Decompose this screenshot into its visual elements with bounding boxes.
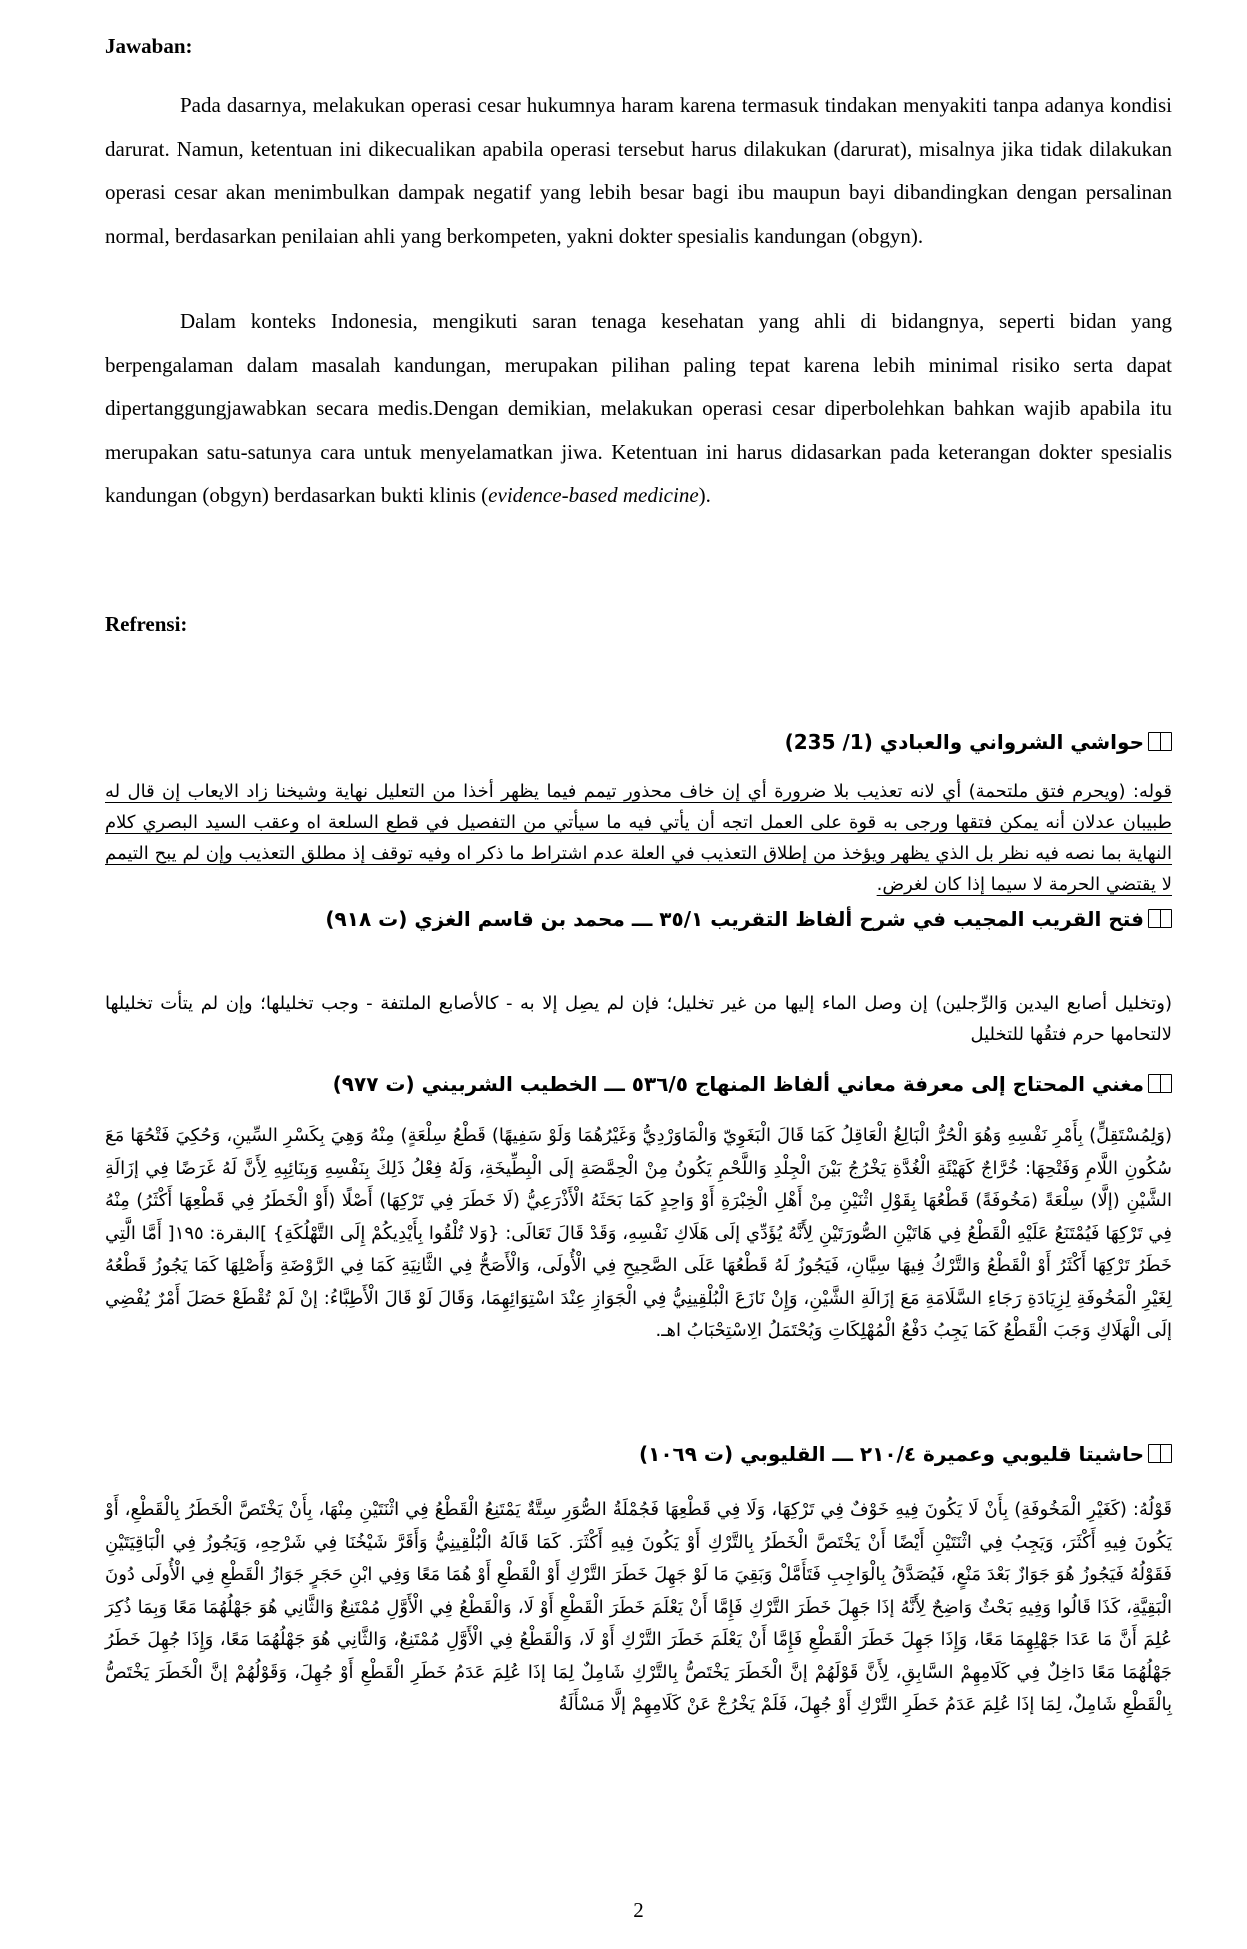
answer-heading: Jawaban: (105, 34, 193, 58)
reference-body-3: (وَلِمُسْتَقِلٍّ) بِأَمْرِ نَفْسِهِ وَهُوَ الْحُرُّ الْبَالِغُ الْعَاقِلُ كَمَا قَالَ الْبَغَوِيّ وَالْمَاوَرْدِيُّ وَغَيْرُهُمَا وَلَوْ سَفِيهًا) قَطْعُ سِلْعَةٍ) مِنْهُ وَهِيَ بِكَسْرِ السِّينِ، وَحُكِيَ فَتْحُهَا مَعَ سُكُونِ اللَّامِ وَفَتْحِهَا: خُرَّاجٌ كَهَيْئَةِ الْغُدَّةِ يَخْرُجُ بَيْنَ الْجِلْدِ وَاللَّحْمِ يَكُونُ مِنْ الْحِمَّصَةِ إلَى الْبِطِّيخَةِ، وَلَهُ فِعْلُ ذَلِكَ بِنَفْسِهِ وَبِنَائِبِهِ لِأَنَّ لَهُ غَرَضًا فِي إزَالَةِ الشَّيْنِ (إلَّا) سِلْعَةً (مَخُوفَةً) قَطْعُهَا بِقَوْلِ اثْنَيْنِ مِنْ أَهْلِ الْخِبْرَةِ أَوْ وَاحِدٍ كَمَا بَحَثَهُ الْأَذْرَعِيُّ (لَا خَطَرَ فِي تَرْكِهَا) أَصْلًا (أَوْ الْخَطَرُ فِي قَطْعِهَا أَكْثَرُ) مِنْهُ فِي تَرْكِهَا فَيُمْتَنَعُ عَلَيْهِ الْقَطْعُ فِي هَاتَيْنِ الصُّورَتَيْنِ لِأَنَّهُ يُؤَدِّي إلَى هَلَاكِ نَفْسِهِ، وَقَدْ قَالَ تَعَالَى: {وَلا تُلْقُوا بِأَيْدِيكُمْ إِلَى التَّهْلُكَةِ} ]البقرة: ١٩٥[ أَمَّا الَّتِي خَطَرُ تَرْكِهَا أَكْثَرُ أَوْ الْقَطْعُ وَالتَّرْكُ فِيهَا سِيَّانِ، فَيَجُوزُ لَهُ قَطْعُهَا عَلَى الصَّحِيحِ فِي الْأُولَى، وَالْأَصَحُّ فِي الثَّانِيَةِ كَمَا فِي الرَّوْضَةِ وَأَصْلِهَا كَمَا يَجُوزُ قَطْعُهُ لِغَيْرِ الْمَخُوفَةِ لِزِيَادَةِ رَجَاءِ السَّلَامَةِ مَعَ إزَالَةِ الشَّيْنِ، وَإِنْ نَازَعَ الْبُلْقِينِيُّ فِي الْجَوَازِ عِنْدَ اسْتِوَائِهِمَا، وَقَالَ لَوْ قَالَ الْأَطِبَّاءُ: إنْ لَمْ تُقْطَعْ حَصَلَ أَمْرٌ يُفْضِي إلَى الْهَلَاكِ وَجَبَ الْقَطْعُ كَمَا يَجِبُ دَفْعُ الْمُهْلِكَاتِ وَيُحْتَمَلُ الِاسْتِحْبَابُ اهـ. (105, 1125, 1173, 1341)
paragraph-2-end: ). (698, 483, 711, 507)
reference-title-text: حواشي الشرواني والعبادي (1/ 235) (784, 730, 1144, 754)
book-icon (1148, 1444, 1172, 1463)
book-icon (1148, 1074, 1172, 1093)
reference-title-1 (785, 730, 1172, 754)
reference-title-4 (639, 1442, 1172, 1466)
italic-term: evidence-based medicine (488, 483, 699, 507)
reference-body-4: قَوْلُهُ: (كَغَيْرِ الْمَخُوفَةِ) بِأَنْ لَا يَكُونَ فِيهِ خَوْفٌ فِي تَرْكِهَا، وَلَا فِي قَطْعِهَا فَجُمْلَةُ الصُّوَرِ سِتَّةٌ يَمْتَنِعُ الْقَطْعُ فِي اثْنَتَيْنِ مِنْهَا، بِأَنْ يَخْتَصَّ الْخَطَرُ بِالْقَطْعِ، أَوْ يَكُونَ فِيهِ أَكْثَرَ، وَيَجِبُ فِي اثْنَتَيْنِ أَيْضًا أَنْ يَخْتَصَّ الْخَطَرُ بِالتَّرْكِ أَوْ يَكُونَ فِيهِ أَكْثَرَ. كَمَا قَالَهُ الْبُلْقِينِيُّ وَأَقَرَّ شَيْخُنَا فِي شَرْحِهِ، وَيَجُوزُ فِي الْبَاقِيَتَيْنِ فَقَوْلُهُ فَيَجُوزُ هُوَ جَوَازٌ بَعْدَ مَنْعٍ، فَيُصَدَّقُ بِالْوَاجِبِ فَتَأَمَّلْ وَبَقِيَ مَا لَوْ جَهِلَ خَطَرَ التَّرْكِ أَوْ الْقَطْعِ أَوْ هُمَا مَعًا وَفِي ابْنِ حَجَرٍ جَوَازُ الْقَطْعِ فِي الْأُولَى دُونَ الْبَقِيَّةِ، كَذَا قَالُوا وَفِيهِ بَحْثٌ وَاضِحٌ لِأَنَّهُ إذَا جَهِلَ خَطَرَ التَّرْكِ فَإِمَّا أَنْ يَعْلَمَ خَطَرَ الْقَطْعِ أَوْ لَا، وَالْقَطْعُ فِي الْأَوَّلِ مُمْتَنِعٌ وَالثَّانِي هُوَ جَهْلُهُمَا مَعًا وَبِمَا ذُكِرَ عُلِمَ أَنَّ مَا عَدَا جَهْلِهِمَا مَعًا، وَإِذَا جَهِلَ خَطَرَ الْقَطْعِ فَإِمَّا أَنْ يَعْلَمَ خَطَرَ التَّرْكِ أَوْ لَا، وَالْقَطْعُ فِي الْأَوَّلِ مُمْتَنِعٌ، وَالثَّانِي هُوَ جَهْلُهُمَا مَعًا، وَإِذَا جُهِلَ خَطَرُ جَهْلُهُمَا مَعًا دَاخِلٌ فِي كَلَامِهِمْ السَّابِقِ، لِأَنَّ قَوْلَهُمْ إنَّ الْخَطَرَ يَخْتَصُّ بِالتَّرْكِ شَامِلٌ لِمَا إذَا عُلِمَ عَدَمُ خَطَرِ الْقَطْعِ أَوْ جُهِلَ، وَقَوْلُهُمْ إنَّ الْخَطَرَ يَخْتَصُّ بِالْقَطْعِ شَامِلٌ، لِمَا إذَا عُلِمَ عَدَمُ خَطَرِ التَّرْكِ أَوْ جُهِلَ، فَلَمْ يَخْرُجْ عَنْ كَلَامِهِمْ إلَّا مَسْأَلَةُ (105, 1499, 1172, 1715)
reference-body-1: قوله: (ويحرم فتق ملتحمة) أي لانه تعذيب بلا ضرورة أي إن خاف محذور تيمم فيما يظهر أخذا من التعليل نهاية وشيخنا زاد الايعاب إن قال له طبيبان عدلان أنه يمكن فتقها ورجى به قوة على العمل اتجه أن يأتي فيه ما سيأتي من التفصيل في قطع السلعة اه وعقب السيد البصري كلام النهاية بما نصه فيه نظر بل الذي يظهر ويؤخذ من إطلاق التعذيب في العلة عدم اشتراط ما ذكر اه وفيه توقف إذ مطلق التعذيب وإن لم يبح التيمم لا يقتضي الحرمة لا سيما إذا كان لغرض. (105, 781, 1172, 895)
reference-title-text: حاشيتا قليوبي وعميرة ٢١٠/٤ ـــ القليوبي (ت ١٠٦٩) (638, 1442, 1144, 1466)
book-icon (1148, 909, 1172, 928)
paragraph-2-text: Dalam konteks Indonesia, mengikuti saran tenaga kesehatan yang ahli di bidangnya, seperti bidan yang berpengalaman dalam masalah kandungan, merupakan pilihan paling tepat karena lebih minimal risiko serta dapat dipertanggungjawabkan secara medis.Dengan demikian, melakukan operasi cesar diperbolehkan bahkan wajib apabila itu merupakan satu-satunya cara untuk menyelamatkan jiwa. Ketentuan ini harus didasarkan pada keterangan dokter spesialis kandungan (obgyn) berdasarkan bukti klinis ( (105, 309, 1172, 507)
answer-paragraph-1: Pada dasarnya, melakukan operasi cesar hukumnya haram karena termasuk tindakan menyakiti tanpa adanya kondisi darurat. Namun, ketentuan ini dikecualikan apabila operasi tersebut harus dilakukan (darurat), misalnya jika tidak dilakukan operasi cesar akan menimbulkan dampak negatif yang lebih besar bagi ibu maupun bayi dibandingkan dengan persalinan normal, berdasarkan penilaian ahli yang berkompeten, yakni dokter spesialis kandungan (obgyn). (105, 93, 1172, 248)
reference-title-text: مغني المحتاج إلى معرفة معاني ألفاظ المنهاج ٥٣٦/٥ ـــ الخطيب الشربيني (ت ٩٧٧) (332, 1072, 1144, 1096)
reference-title-text: فتح القريب المجيب في شرح ألفاظ التقريب ٣٥/١ ـــ محمد بن قاسم الغزي (ت ٩١٨) (325, 907, 1144, 931)
reference-heading: Refrensi: (105, 612, 188, 636)
reference-title-3 (333, 1072, 1172, 1096)
book-icon (1148, 732, 1172, 751)
reference-body-2: (وتخليل أصابع اليدين وَالرِّجلين) إن وصل الماء إليها من غير تخليل؛ فإن لم يصِل إلا به - كالأصابع الملتفة - وجب تخليلها؛ وإن لم يتأت تخليلها لالتحامها حرم فتقُها للتخليل (105, 993, 1172, 1045)
reference-title-2 (325, 907, 1172, 931)
answer-paragraph-2 (105, 300, 1172, 518)
page-number: 2 (633, 1898, 644, 1922)
